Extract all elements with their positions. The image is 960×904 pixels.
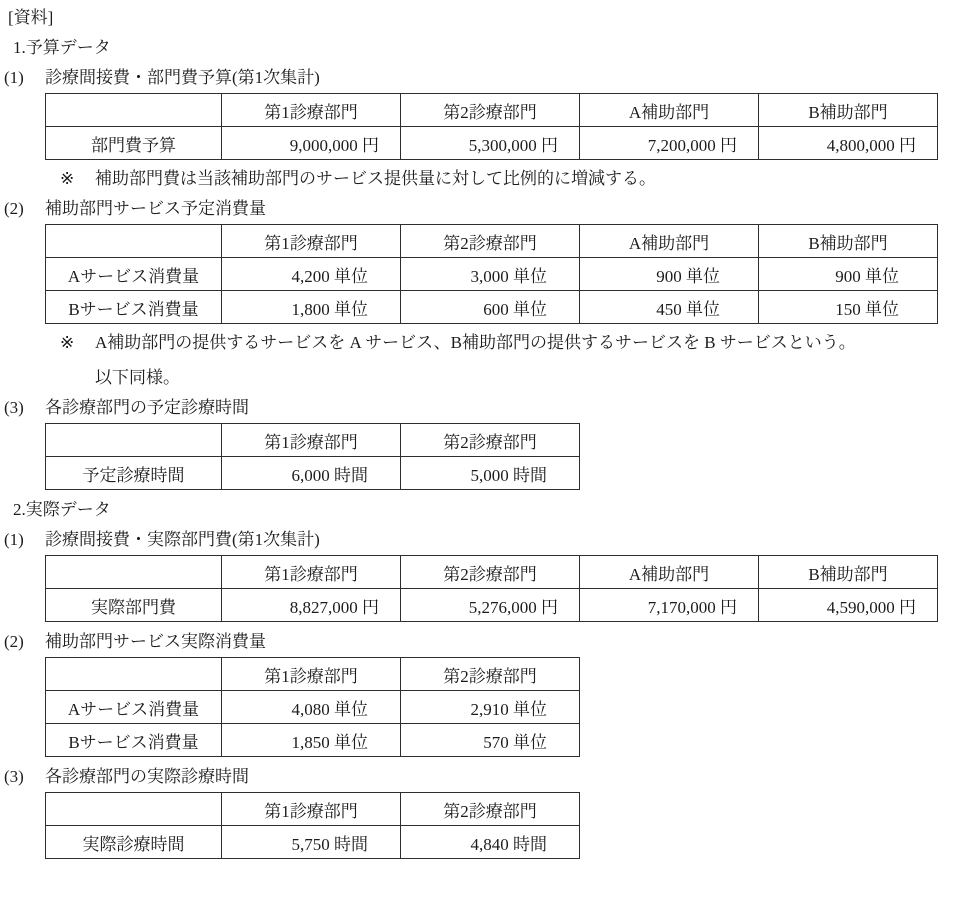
table-header-row — [46, 424, 580, 457]
note-line: A補助部門の提供するサービスを A サービス、B補助部門の提供するサービスを B サービスという。 — [95, 333, 856, 352]
col-header-cell: A補助部門 — [580, 225, 759, 258]
item-number: (1) — [4, 68, 24, 87]
note-line: 以下同様。 — [95, 368, 180, 387]
note-marker: ※ — [60, 169, 75, 188]
value-cell: 7,200,000 円 — [580, 127, 759, 160]
value-cell: 900 単位 — [580, 258, 759, 291]
item-heading-actual-service — [4, 632, 960, 652]
section-heading-actual: 2.実際データ — [13, 500, 111, 519]
table-row — [46, 127, 938, 160]
value-cell: 450 単位 — [580, 291, 759, 324]
row-label-cell: Aサービス消費量 — [46, 258, 222, 291]
table-row — [46, 457, 580, 490]
value-cell: 900 単位 — [759, 258, 938, 291]
table-actual-service — [45, 657, 580, 757]
note-budget-service-planned — [60, 333, 960, 388]
table-header-row — [46, 793, 580, 826]
value-cell: 600 単位 — [401, 291, 580, 324]
note-text: 補助部門費は当該補助部門のサービス提供量に対して比例的に増減する。 — [95, 169, 656, 188]
col-header-cell: 第1診療部門 — [222, 556, 401, 589]
item-title: 各診療部門の実際診療時間 — [45, 767, 249, 786]
item-heading-actual-hours — [4, 767, 960, 787]
document-page — [0, 8, 960, 904]
item-title: 補助部門サービス実際消費量 — [45, 632, 266, 651]
table-actual-dept-cost — [45, 555, 938, 622]
table-row — [46, 258, 938, 291]
table-row — [46, 291, 938, 324]
value-cell: 4,590,000 円 — [759, 589, 938, 622]
col-header-cell: 第1診療部門 — [222, 793, 401, 826]
table-row — [46, 826, 580, 859]
row-label-cell: 実際診療時間 — [46, 826, 222, 859]
note-marker: ※ — [60, 333, 75, 352]
corner-cell — [46, 424, 222, 457]
col-header-cell: 第2診療部門 — [401, 793, 580, 826]
value-cell: 150 単位 — [759, 291, 938, 324]
corner-cell — [46, 658, 222, 691]
item-title: 各診療部門の予定診療時間 — [45, 398, 249, 417]
row-label-cell: Aサービス消費量 — [46, 691, 222, 724]
value-cell: 5,750 時間 — [222, 826, 401, 859]
table-header-row — [46, 658, 580, 691]
item-number: (3) — [4, 767, 24, 786]
table-header-row — [46, 94, 938, 127]
table-actual-hours — [45, 792, 580, 859]
col-header-cell: 第2診療部門 — [401, 658, 580, 691]
table-row — [46, 724, 580, 757]
value-cell: 6,000 時間 — [222, 457, 401, 490]
table-budget-planned-hours — [45, 423, 580, 490]
item-number: (2) — [4, 632, 24, 651]
table-header-row — [46, 225, 938, 258]
value-cell: 9,000,000 円 — [222, 127, 401, 160]
row-label-cell: 予定診療時間 — [46, 457, 222, 490]
row-label-cell: 部門費予算 — [46, 127, 222, 160]
item-number: (3) — [4, 398, 24, 417]
item-heading-budget-dept-cost — [4, 68, 960, 88]
item-title: 補助部門サービス予定消費量 — [45, 199, 266, 218]
corner-cell — [46, 225, 222, 258]
note-budget-dept-cost — [60, 169, 960, 189]
value-cell: 1,850 単位 — [222, 724, 401, 757]
table-row — [46, 589, 938, 622]
value-cell: 3,000 単位 — [401, 258, 580, 291]
col-header-cell: B補助部門 — [759, 556, 938, 589]
value-cell: 4,800,000 円 — [759, 127, 938, 160]
row-label-cell: 実際部門費 — [46, 589, 222, 622]
col-header-cell: 第1診療部門 — [222, 94, 401, 127]
value-cell: 5,300,000 円 — [401, 127, 580, 160]
col-header-cell: B補助部門 — [759, 225, 938, 258]
col-header-cell: 第2診療部門 — [401, 225, 580, 258]
col-header-cell: 第1診療部門 — [222, 424, 401, 457]
value-cell: 4,200 単位 — [222, 258, 401, 291]
col-header-cell: A補助部門 — [580, 94, 759, 127]
value-cell: 1,800 単位 — [222, 291, 401, 324]
value-cell: 4,080 単位 — [222, 691, 401, 724]
section-heading-budget: 1.予算データ — [13, 38, 111, 57]
item-number: (2) — [4, 199, 24, 218]
value-cell: 570 単位 — [401, 724, 580, 757]
table-row — [46, 691, 580, 724]
item-heading-actual-dept-cost — [4, 530, 960, 550]
table-budget-service-planned — [45, 224, 938, 324]
col-header-cell: A補助部門 — [580, 556, 759, 589]
value-cell: 8,827,000 円 — [222, 589, 401, 622]
corner-cell — [46, 94, 222, 127]
value-cell: 5,000 時間 — [401, 457, 580, 490]
corner-cell — [46, 556, 222, 589]
col-header-cell: B補助部門 — [759, 94, 938, 127]
row-label-cell: Bサービス消費量 — [46, 724, 222, 757]
corner-cell — [46, 793, 222, 826]
item-heading-budget-planned-hours — [4, 398, 960, 418]
table-budget-dept-cost — [45, 93, 938, 160]
table-header-row — [46, 556, 938, 589]
col-header-cell: 第2診療部門 — [401, 424, 580, 457]
value-cell: 7,170,000 円 — [580, 589, 759, 622]
note-text — [95, 333, 856, 388]
item-title: 診療間接費・部門費予算(第1次集計) — [45, 68, 320, 87]
value-cell: 4,840 時間 — [401, 826, 580, 859]
col-header-cell: 第2診療部門 — [401, 94, 580, 127]
item-title: 診療間接費・実際部門費(第1次集計) — [45, 530, 320, 549]
col-header-cell: 第2診療部門 — [401, 556, 580, 589]
col-header-cell: 第1診療部門 — [222, 225, 401, 258]
row-label-cell: Bサービス消費量 — [46, 291, 222, 324]
item-number: (1) — [4, 530, 24, 549]
col-header-cell: 第1診療部門 — [222, 658, 401, 691]
value-cell: 5,276,000 円 — [401, 589, 580, 622]
doc-title: [資料] — [8, 8, 54, 27]
value-cell: 2,910 単位 — [401, 691, 580, 724]
item-heading-budget-service-planned — [4, 199, 960, 219]
